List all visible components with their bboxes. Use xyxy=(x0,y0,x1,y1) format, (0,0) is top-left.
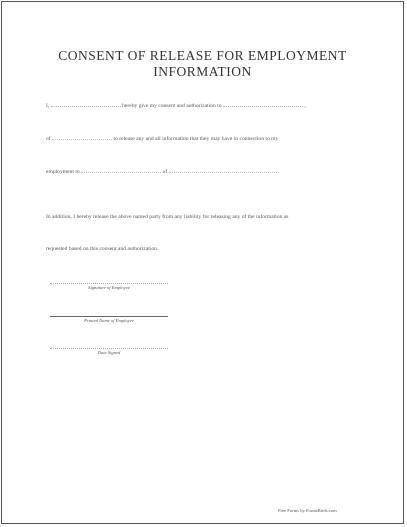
authorized-party-blank[interactable] xyxy=(223,100,306,109)
release-line-2: requested based on this consent and authorization. xyxy=(46,246,159,252)
authorized-party-address-blank[interactable] xyxy=(52,133,112,140)
date-signed-line[interactable] xyxy=(50,348,168,349)
document-page xyxy=(1,1,404,524)
footer-credit: Free Forms by FormsBirds.com xyxy=(278,508,337,513)
printed-name-label: Printed Name of Employee xyxy=(84,318,134,323)
consent-line-3 xyxy=(46,166,279,176)
consent-line-2 xyxy=(46,133,278,143)
recipient-name-blank[interactable] xyxy=(81,166,161,173)
title-line-2: INFORMATION xyxy=(153,64,252,79)
title-line-1: CONSENT OF RELEASE FOR EMPLOYMENT xyxy=(58,48,347,63)
p1-end-text: , xyxy=(304,103,306,109)
employee-name-blank[interactable] xyxy=(51,100,121,107)
recipient-address-blank[interactable] xyxy=(169,166,279,173)
signature-line[interactable] xyxy=(50,283,168,284)
date-signed-label: Date Signed xyxy=(97,350,121,355)
p1-mid-text: hereby give my consent and authorization to xyxy=(122,103,222,109)
p1-start-text: I, xyxy=(46,103,50,109)
signature-label: Signature of Employee xyxy=(88,285,130,290)
release-line-1: In addition, I hereby release the above named party from any liability for releasing any of the information as xyxy=(46,214,289,220)
consent-line-1 xyxy=(46,100,306,110)
p3-start-text: employment to xyxy=(46,169,80,175)
p2-mid-text: to release any and all information that they may have in connection to my xyxy=(113,136,279,142)
p2-start-text: of xyxy=(46,136,51,142)
printed-name-line[interactable] xyxy=(50,316,168,317)
p3-mid-text: of xyxy=(162,169,168,175)
